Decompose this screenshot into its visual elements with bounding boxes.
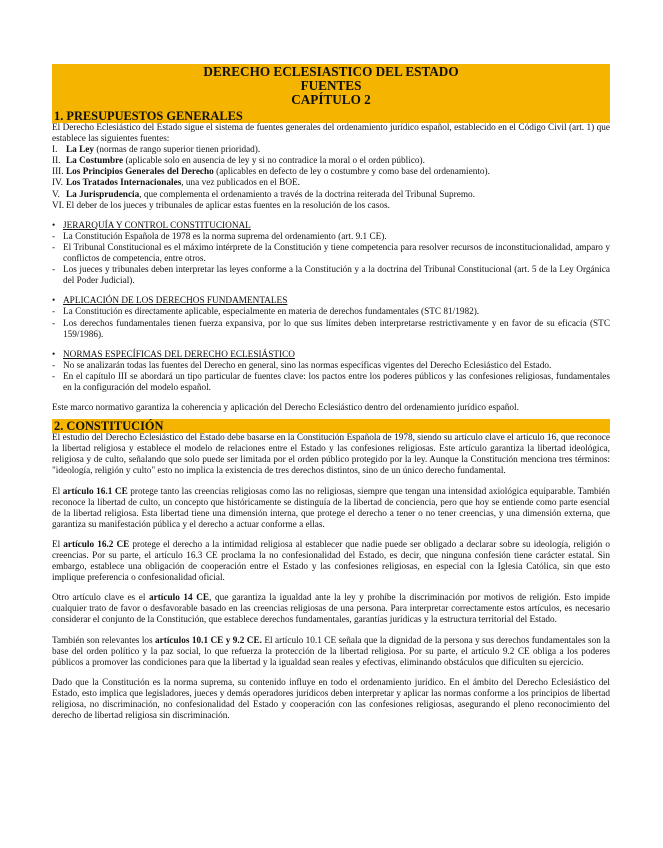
bullet-icon: • (52, 349, 56, 360)
list-item: I. La Ley (normas de rango superior tienen prioridad). (52, 145, 261, 156)
title-line-1: DERECHO ECLESIASTICO DEL ESTADO (203, 64, 459, 79)
list-item: III. Los Principios Generales del Derecho (aplicables en defecto de ley o costumbre y como base del ordenamiento). (52, 167, 490, 178)
list-item: - El Tribunal Constitucional es el máximo intérprete de la Constitución y tiene competencia para resolver recursos de inconstitucionalidad, amparo y conflictos de competencia, entre otros. (52, 242, 610, 265)
paragraph: El artículo 16.1 CE protege tanto las creencias religiosas como las no religiosas, siempre que tengan una intensidad axiológica equiparable. También reconoce la libertad de culto, un concepto que históricamente se distinguía de la libertad de conciencia, pero que hoy se entiende como parte esencial de la libertad religiosa. Esta libertad tiene una dimensión interna, que protege el derecho a tener o no tener creencias, y una dimensión externa, que garantiza su manifestación pública y el derecho a actuar conforme a ellas. (52, 486, 610, 530)
list-item: - Los derechos fundamentales tienen fuerza expansiva, por lo que sus límites deben interpretarse restrictivamente y en favor de su eficacia (STC 159/1986). (52, 318, 610, 340)
block-title: APLICACIÓN DE LOS DERECHOS FUNDAMENTALES (63, 296, 288, 307)
bullet-icon: • (52, 296, 56, 307)
bullet-icon: • (52, 220, 56, 231)
document-page (52, 64, 610, 722)
paragraph: También son relevantes los artículos 10.1 CE y 9.2 CE. El artículo 10.1 CE señala que la dignidad de la persona y sus derechos fundamentales son la base del orden político y la paz social, lo que refuerza la protección de la libertad religiosa. Por su parte, el artículo 9.2 CE obliga a los poderes públicos a promover las condiciones para que la libertad y la igualdad sean reales y efectivas, eliminando obstáculos que dificulten su ejercicio. (52, 635, 611, 668)
paragraph: Otro artículo clave es el artículo 14 CE, que garantiza la igualdad ante la ley y prohíbe la discriminación por motivos de religión. Esto impide cualquier trato de favor o desfavorable basado en las creencias religiosas de una persona. Para interpretar correctamente estos artículos, es necesario considerar el conjunto de la Constitución, que establece derechos fundamentales, garantías jurídicas y la estructura territorial del Estado. (52, 593, 610, 626)
paragraph: Dado que la Constitución es la norma suprema, su contenido influye en todo el ordenamiento jurídico. En el ámbito del Derecho Eclesiástico del Estado, esto implica que legisladores, jueces y demás operadores jurídicos deben interpretar y aplicar las normas conforme a los principios de libertad religiosa, no discriminación, no confesionalidad del Estado y cooperación con las confesiones religiosas, asegurando el pleno reconocimiento del derecho de libertad religiosa sin discriminación. (52, 677, 610, 722)
section-1-closing: Este marco normativo garantiza la coherencia y aplicación del Derecho Eclesiástico dentro del ordenamiento jurídico español. (52, 403, 519, 414)
sources-list (52, 145, 610, 212)
block-aplicacion (52, 296, 610, 340)
block-title: NORMAS ESPECÍFICAS DEL DERECHO ECLESIÁSTICO (63, 349, 295, 360)
paragraph: El estudio del Derecho Eclesiástico del Estado debe basarse en la Constitución Española de 1978, siendo su artículo clave el artículo 16, que reconoce la libertad religiosa y establece el modelo de relaciones entre el Estado y las confesiones religiosas. Este artículo garantiza la libertad ideológica, religiosa y de culto, señalando que solo puede ser limitada por el orden público protegido por la ley. Aunque la Constitución menciona tres términos: "ideología, religión y culto" esto no implica la existencia de tres derechos distintos, sino de un único derecho fundamental. (52, 433, 610, 477)
section-2-heading: 2. CONSTITUCIÓN (52, 419, 610, 433)
list-item: - No se analizarán todas las fuentes del Derecho en general, sino las normas específicas vigentes del Derecho Eclesiástico del Estado. (52, 360, 552, 371)
title-line-3: CAPÍTULO 2 (291, 92, 371, 107)
list-item: V. La Jurisprudencia, que complementa el ordenamiento a través de la doctrina reiterada del Tribunal Supremo. (52, 189, 475, 200)
section-1-heading: 1. PRESUPUESTOS GENERALES (52, 109, 610, 123)
block-normas (52, 350, 610, 394)
list-item: - La Constitución Española de 1978 es la norma suprema del ordenamiento (art. 9.1 CE). (52, 231, 387, 242)
document-title (52, 64, 610, 109)
block-title: JERARQUÍA Y CONTROL CONSTITUCIONAL (63, 220, 251, 231)
list-item: - Los jueces y tribunales deben interpretar las leyes conforme a la Constitución y a la doctrina del Tribunal Constitucional (art. 5 de la Ley Orgánica del Poder Judicial). (52, 265, 610, 287)
title-line-2: FUENTES (300, 78, 362, 93)
list-item: IV. Los Tratados Internacionales, una vez publicados en el BOE. (52, 178, 300, 189)
list-item: - En el capítulo III se abordará un tipo particular de fuentes clave: los pactos entre los poderes públicos y las confesiones religiosas, fundamentales en la configuración del modelo español. (52, 371, 610, 393)
list-item: VI. El deber de los jueces y tribunales de aplicar estas fuentes en la resolución de los casos. (52, 200, 390, 211)
paragraph: El artículo 16.2 CE protege el derecho a la intimidad religiosa al establecer que nadie puede ser obligado a declarar sobre su ideología, religión o creencias. Por su parte, el artículo 16.3 CE proclama la no confesionalidad del Estado, es decir, que ninguna confesión tiene carácter estatal. Sin embargo, establece una obligación de cooperación entre el Estado y las confesiones religiosas, en especial con la Iglesia Católica, sin que esto implique preferencia o confesionalidad oficial. (52, 539, 610, 584)
list-item: - La Constitución es directamente aplicable, especialmente en materia de derechos fundamentales (STC 81/1982). (52, 307, 480, 318)
block-jerarquia (52, 221, 610, 288)
list-item: II. La Costumbre (aplicable solo en ausencia de ley y si no contradice la moral o el orden público). (52, 156, 425, 167)
section-1-intro: El Derecho Eclesiástico del Estado sigue el sistema de fuentes generales del ordenamiento jurídico español, establecido en el Código Civil (art. 1) que establece las siguientes fuentes: (52, 123, 610, 145)
